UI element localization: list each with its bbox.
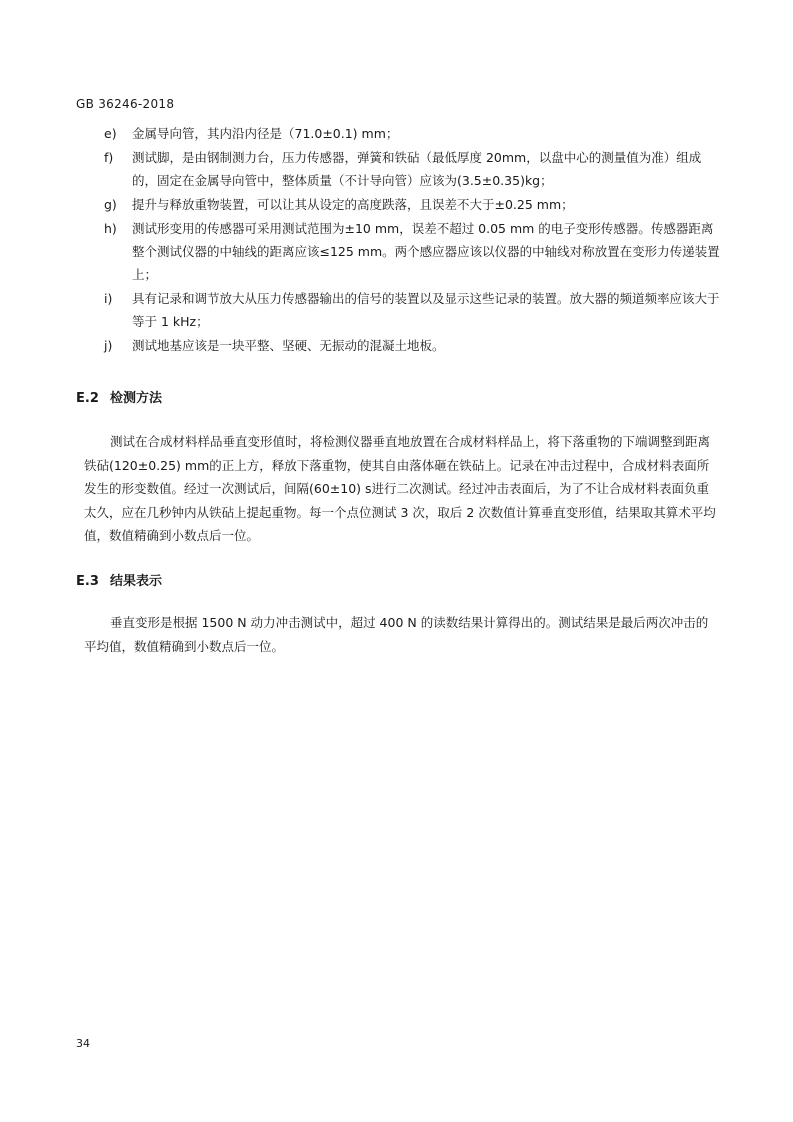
list-item-text: 提升与释放重物装置，可以让其从设定的高度跌落，且误差不大于±0.25 mm；	[132, 197, 574, 212]
list-item-label: h)	[104, 221, 117, 236]
page-number: 34	[76, 1037, 90, 1050]
list-item-text: 测试地基应该是一块平整、坚硬、无振动的混凝土地板。	[132, 338, 445, 353]
equipment-list	[76, 122, 720, 358]
list-item-label: j)	[104, 338, 113, 353]
list-item	[76, 217, 720, 286]
list-item	[76, 287, 720, 333]
section-e2-paragraph: 测试在合成材料样品垂直变形值时，将检测仪器垂直地放置在合成材料样品上，将下落重物的下端调整到距离铁砧(120±0.25) mm的正上方，释放下落重物，使其自由落体砸在铁砧上。记录在冲击过程中，合成材料表面所发生的形变数值。经过一次测试后，间隔(60±10) s进行二次测试。经过冲击表面后，为了不让合成材料表面负重太久，应在几秒钟内从铁砧上提起重物。每一个点位测试 3 次，取后 2 次数值计算垂直变形值，结果取其算术平均值，数值精确到小数点后一位。	[84, 434, 716, 543]
section-heading-e3	[76, 570, 162, 589]
list-item-text: 测试脚，是由钢制测力台，压力传感器，弹簧和铁砧（最低厚度 20mm，以盘中心的测量值为准）组成的，固定在金属导向管中，整体质量（不计导向管）应该为(3.5±0.35)kg；	[132, 150, 702, 188]
list-item	[76, 334, 720, 357]
section-title: 检测方法	[110, 391, 163, 406]
list-item-label: f)	[104, 150, 114, 165]
list-item	[76, 193, 720, 216]
section-number: E.2	[76, 391, 99, 406]
standard-code: GB 36246-2018	[76, 97, 175, 111]
section-title: 结果表示	[110, 574, 163, 589]
section-e3-paragraph: 垂直变形是根据 1500 N 动力冲击测试中，超过 400 N 的读数结果计算得出的。测试结果是最后两次冲击的平均值，数值精确到小数点后一位。	[84, 615, 709, 654]
list-item-text: 测试形变用的传感器可采用测试范围为±10 mm，误差不超过 0.05 mm 的电子变形传感器。传感器距离整个测试仪器的中轴线的距离应该≤125 mm。两个感应器应该以仪器的中轴线对称放置在变形力传递装置上；	[132, 221, 720, 282]
section-heading-e2	[76, 387, 162, 406]
list-item-text: 金属导向管，其内沿内径是（71.0±0.1) mm；	[132, 126, 399, 141]
list-item-label: g)	[104, 197, 117, 212]
list-item	[76, 146, 720, 192]
section-number: E.3	[76, 574, 99, 589]
list-item	[76, 122, 720, 145]
list-item-label: e)	[104, 126, 117, 141]
list-item-label: i)	[104, 291, 113, 306]
list-item-text: 具有记录和调节放大从压力传感器输出的信号的装置以及显示这些记录的装置。放大器的频道频率应该大于等于 1 kHz；	[132, 291, 720, 329]
